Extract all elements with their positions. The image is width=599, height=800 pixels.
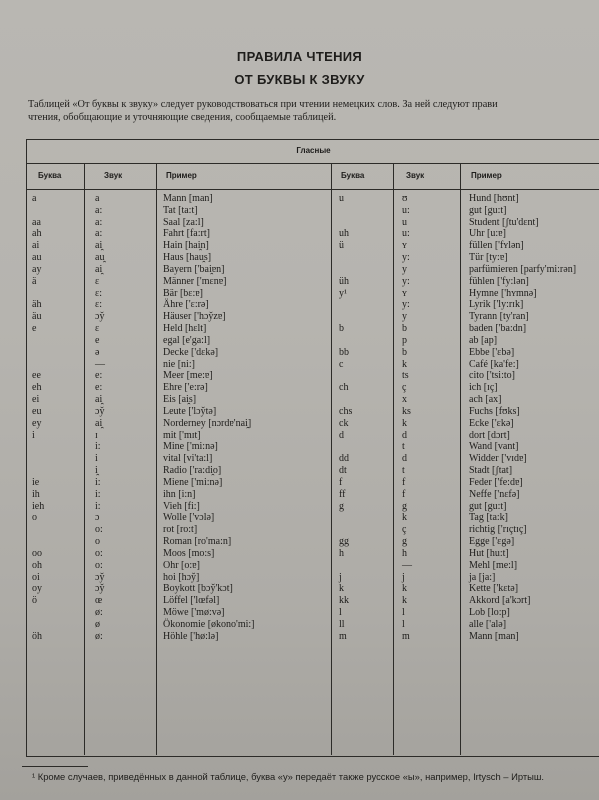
table-rule-header [26,189,599,190]
cell-letter: öh [32,630,42,642]
table-row [0,453,599,465]
table-row [0,205,599,217]
table-group-header: Гласные [296,146,331,155]
cell-letter-2: h [339,547,344,559]
cell-sound: ø [95,618,100,630]
cell-example-2: Kette ['kɛtə] [469,583,519,595]
cell-sound-2: l [402,618,405,630]
cell-sound: ø: [95,606,103,618]
cell-example: Fahrt [fa:rt] [163,228,210,240]
page-subtitle: ОТ БУКВЫ К ЗВУКУ [234,72,365,87]
cell-example: Männer ['mɛnɐ] [163,275,227,287]
cell-sound-2: ks [402,405,411,417]
cell-example-2: Uhr [u:ɐ] [469,228,506,240]
cell-letter: oh [32,559,42,571]
cell-example: Roman [ro'ma:n] [163,536,232,548]
cell-sound-2: g [402,500,407,512]
cell-sound: o: [95,559,103,571]
cell-letter-2: l [339,606,342,618]
cell-sound: — [95,358,105,370]
cell-example-2: Lyrik ['ly:rɪk] [469,299,524,311]
col-header-sound: Звук [104,171,123,180]
cell-letter-2: m [339,630,347,642]
cell-example: Boykott [bɔy̆'kɔt] [163,583,233,595]
cell-example: Möwe ['mø:və] [163,606,225,618]
cell-sound-2: k [402,595,407,607]
cell-example: ihn [i:n] [163,488,196,500]
cell-sound: e: [95,370,103,382]
cell-sound: œ [95,595,103,607]
cell-sound-2: b [402,346,407,358]
cell-letter-2: gg [339,536,349,548]
cell-example: Bayern ['bai̯ɐn] [163,263,225,275]
table-row [0,489,599,501]
col-header-example-2: Пример [471,171,502,180]
cell-sound-2: y [402,311,407,323]
cell-example-2: Tag [ta:k] [469,512,509,524]
cell-sound: ɛ [95,275,100,287]
cell-sound: ai̯ [95,240,103,252]
cell-letter: e [32,323,37,335]
cell-sound-2: d [402,429,407,441]
cell-sound-2: u: [402,204,410,216]
cell-letter: ay [32,263,42,275]
table-row [0,276,599,288]
cell-sound: ə [95,346,100,358]
cell-sound: i̯ [95,465,98,477]
table-row [0,382,599,394]
cell-sound-2: g [402,536,407,548]
intro-line-2: чтения, обобщающие и уточняющие сведения, сообщаемые таблицей. [28,112,337,123]
cell-letter: oo [32,547,42,559]
cell-sound-2: ʊ [402,193,408,204]
table-row [0,394,599,406]
cell-example-2: alle ['alə] [469,618,507,630]
table-row [0,406,599,418]
cell-letter-2: g [339,500,344,512]
cell-letter: au [32,252,42,264]
cell-example: Vieh [fi:] [163,500,200,512]
cell-example-2: Ebbe ['ɛbə] [469,346,515,358]
footnote: ¹ Кроме случаев, приведённых в данной таблице, буква «y» передаёт также русское «ы», например, Irtysch – Иртыш. [32,771,545,782]
cell-example-2: gut [gu:t] [469,500,507,512]
cell-sound: ai̯ [95,263,103,275]
cell-letter-2: y¹ [339,287,347,299]
cell-sound: au̯ [95,252,105,264]
cell-example: Leute ['lɔy̆tə] [163,405,217,417]
cell-example: Moos [mo:s] [163,547,215,559]
cell-example: vital [vi'ta:l] [163,453,213,465]
cell-sound: ai̯ [95,417,103,429]
table-row [0,430,599,442]
cell-example: Norderney [nɔrdɐ'nai̯] [163,417,252,429]
cell-example-2: füllen ['fʏlən] [469,240,524,252]
table-row [0,193,599,205]
cell-example-2: gut [gu:t] [469,204,507,216]
table-row [0,347,599,359]
cell-example: Hain [hai̯n] [163,240,209,252]
table-row [0,465,599,477]
cell-letter: ei [32,394,40,406]
cell-example: rot [ro:t] [163,524,198,536]
cell-letter-2: ll [339,618,345,630]
cell-sound-2: y: [402,299,410,311]
cell-sound: a: [95,228,103,240]
intro-line-1: Таблицей «От буквы к звуку» следует руководствоваться при чтении немецких слов. За ней следуют прави [28,99,498,110]
cell-sound: ɔy̆ [95,571,105,583]
table-row [0,619,599,631]
cell-sound: o [95,536,100,548]
cell-letter-2: c [339,358,344,370]
cell-example: Ökonomie [økono'mi:] [163,618,255,630]
cell-sound-2: l [402,606,405,618]
table-row [0,335,599,347]
cell-sound-2: y: [402,275,410,287]
cell-example: Ohr [o:ɐ] [163,559,200,571]
cell-example: Saal [za:l] [163,216,204,228]
cell-example-2: Student [ʃtu'dɛnt] [469,216,539,228]
cell-sound: o: [95,547,103,559]
cell-example-2: parfümieren [parfy'mi:rən] [469,263,577,275]
cell-example: Radio ['ra:di̯o] [163,465,222,477]
table-row [0,240,599,252]
cell-letter: ey [32,417,42,429]
cell-example-2: ja [ja:] [469,571,496,583]
table-row [0,370,599,382]
table-row [0,572,599,584]
cell-letter: ah [32,228,42,240]
cell-sound: i: [95,500,101,512]
cell-example-2: fühlen ['fy:lən] [469,275,529,287]
cell-letter-2: u [339,193,344,204]
cell-sound: e [95,334,100,346]
cell-sound-2: h [402,547,407,559]
cell-example: Eis [ai̯s] [163,394,197,406]
cell-example-2: Akkord [a'kɔrt] [469,595,531,607]
cell-example-2: Hund [hʊnt] [469,193,519,204]
footnote-rule [22,766,88,767]
cell-sound: ɛ: [95,287,102,299]
cell-letter: ie [32,476,40,488]
cell-example-2: Feder ['fe:dɐ] [469,476,523,488]
cell-letter-2: j [339,571,342,583]
cell-sound-2: y: [402,252,410,264]
table-row [0,228,599,240]
cell-sound-2: x [402,394,407,406]
cell-letter-2: d [339,429,344,441]
cell-example-2: Mann [man] [469,630,519,642]
table-body [0,193,599,642]
cell-sound-2: f [402,476,406,488]
table-row [0,264,599,276]
table-row [0,607,599,619]
cell-example-2: ach [ax] [469,394,502,406]
cell-letter-2: üh [339,275,349,287]
cell-example-2: richtig ['rɪçtɪç] [469,524,527,536]
cell-sound-2: — [402,559,412,571]
cell-example: nie [ni:] [163,358,195,370]
cell-letter-2: dt [339,465,347,477]
cell-letter-2: uh [339,228,349,240]
cell-sound: ɛ [95,323,100,335]
cell-letter-2: ff [339,488,346,500]
cell-sound: a: [95,204,103,216]
cell-sound: i: [95,476,101,488]
cell-example-2: Mehl [me:l] [469,559,518,571]
table-row [0,359,599,371]
cell-sound: ɔy̆ [95,311,105,323]
table-row [0,595,599,607]
cell-letter: oy [32,583,42,595]
cell-letter-2: ch [339,382,349,394]
cell-sound-2: ʏ [402,240,407,252]
cell-example: Mann [man] [163,193,213,204]
table-row [0,631,599,643]
cell-sound-2: ç [402,524,407,536]
cell-sound: ɛ: [95,299,102,311]
cell-letter-2: ü [339,240,344,252]
cell-example-2: ich [ɪç] [469,382,498,394]
cell-sound-2: k [402,583,407,595]
table-row [0,512,599,524]
cell-example: Löffel ['lœfəl] [163,595,220,607]
col-header-example: Пример [166,171,197,180]
cell-example-2: ab [ap] [469,334,498,346]
col-header-sound-2: Звук [406,171,425,180]
cell-sound-2: ç [402,382,407,394]
cell-letter: eu [32,405,42,417]
cell-example-2: Tyrann [ty'ran] [469,311,529,323]
table-row [0,560,599,572]
cell-example-2: Widder ['vɪdɐ] [469,453,527,465]
table-row [0,217,599,229]
cell-example-2: Hymne ['hʏmnə] [469,287,537,299]
table-row [0,252,599,264]
cell-example: Haus [hau̯s] [163,252,212,264]
cell-letter: äu [32,311,42,323]
table-row [0,477,599,489]
page-title: ПРАВИЛА ЧТЕНИЯ [236,49,363,64]
cell-example: Tat [ta:t] [163,204,198,216]
cell-example: Ähre ['ɛ:rə] [163,299,209,311]
cell-sound-2: u: [402,228,410,240]
cell-letter: a [32,193,37,204]
cell-example: Meer [me:ɐ] [163,370,213,382]
cell-example: Mine ['mi:nə] [163,441,218,453]
cell-letter: ee [32,370,41,382]
cell-example: Wolle ['vɔlə] [163,512,215,524]
table-row [0,323,599,335]
cell-letter: ä [32,275,37,287]
cell-sound-2: f [402,488,406,500]
table-row [0,501,599,513]
cell-letter-2: dd [339,453,349,465]
col-header-letter: Буква [38,171,62,180]
cell-letter: ih [32,488,40,500]
cell-sound: a: [95,216,103,228]
cell-sound-2: k [402,417,407,429]
cell-sound: ɔy̆ [95,405,105,417]
cell-letter: äh [32,299,42,311]
cell-sound-2: u [402,216,407,228]
cell-example: egal [e'ga:l] [163,334,211,346]
cell-example-2: baden ['ba:dn] [469,323,527,335]
table-row [0,548,599,560]
cell-letter: i [32,429,35,441]
cell-example: Häuser ['hɔy̆zɐ] [163,311,226,323]
cell-sound: e: [95,382,103,394]
cell-example-2: Café [ka'fe:] [469,358,519,370]
cell-letter-2: f [339,476,343,488]
table-row [0,299,599,311]
cell-sound: a [95,193,100,204]
cell-sound-2: p [402,334,407,346]
cell-sound-2: t [402,465,405,477]
cell-sound: ai̯ [95,394,103,406]
cell-sound-2: t [402,441,405,453]
cell-example: Ehre ['e:rə] [163,382,208,394]
table-row [0,311,599,323]
table-row [0,288,599,300]
cell-example: Held [hɛlt] [163,323,207,335]
table-row [0,536,599,548]
cell-sound: i: [95,488,101,500]
cell-example: Höhle ['hø:lə] [163,630,219,642]
cell-example-2: Ecke ['ɛkə] [469,417,514,429]
cell-sound-2: k [402,358,407,370]
col-header-letter-2: Буква [341,171,365,180]
cell-sound-2: ts [402,370,409,382]
cell-sound-2: m [402,630,410,642]
cell-example-2: Wand [vant] [469,441,519,453]
cell-sound-2: b [402,323,407,335]
cell-example: Miene ['mi:nə] [163,476,223,488]
table-row [0,441,599,453]
cell-example-2: cito ['tsi:to] [469,370,515,382]
intro-paragraph [28,98,599,124]
cell-example: Bär [bɛ:ɐ] [163,287,204,299]
cell-example: hoi [hɔy̆] [163,571,200,583]
cell-sound: ɔy̆ [95,583,105,595]
cell-letter: oi [32,571,40,583]
cell-example-2: Neffe ['nɛfə] [469,488,520,500]
cell-sound: ɪ [95,429,98,441]
cell-example: mit ['mɪt] [163,429,201,441]
cell-letter-2: ck [339,417,349,429]
table-row [0,418,599,430]
cell-letter-2: b [339,323,344,335]
cell-sound: ɔ [95,512,100,524]
table-row [0,583,599,595]
cell-example-2: Lob [lo:p] [469,606,510,618]
cell-letter: aa [32,216,41,228]
cell-sound: ø: [95,630,103,642]
cell-example-2: Tür [ty:ɐ] [469,252,508,264]
cell-letter: o [32,512,37,524]
cell-letter-2: kk [339,595,349,607]
cell-sound: o: [95,524,103,536]
cell-sound: i [95,453,98,465]
cell-letter-2: chs [339,405,353,417]
cell-letter: ieh [32,500,45,512]
cell-example-2: Stadt [ʃtat] [469,465,513,477]
cell-sound-2: j [402,571,405,583]
cell-letter-2: bb [339,346,349,358]
cell-example-2: dort [dɔrt] [469,429,510,441]
cell-sound-2: ʏ [402,287,407,299]
cell-sound: i: [95,441,101,453]
cell-sound-2: y [402,263,407,275]
cell-letter-2: k [339,583,344,595]
cell-sound-2: d [402,453,407,465]
cell-letter: ai [32,240,40,252]
cell-letter: eh [32,382,42,394]
cell-example-2: Hut [hu:t] [469,547,509,559]
table-rule-top [26,163,599,164]
cell-example-2: Egge ['ɛgə] [469,536,515,548]
cell-example: Decke ['dɛkə] [163,346,219,358]
cell-example-2: Fuchs [fʊks] [469,405,520,417]
table-row [0,524,599,536]
cell-letter: ö [32,595,37,607]
cell-sound-2: k [402,512,407,524]
